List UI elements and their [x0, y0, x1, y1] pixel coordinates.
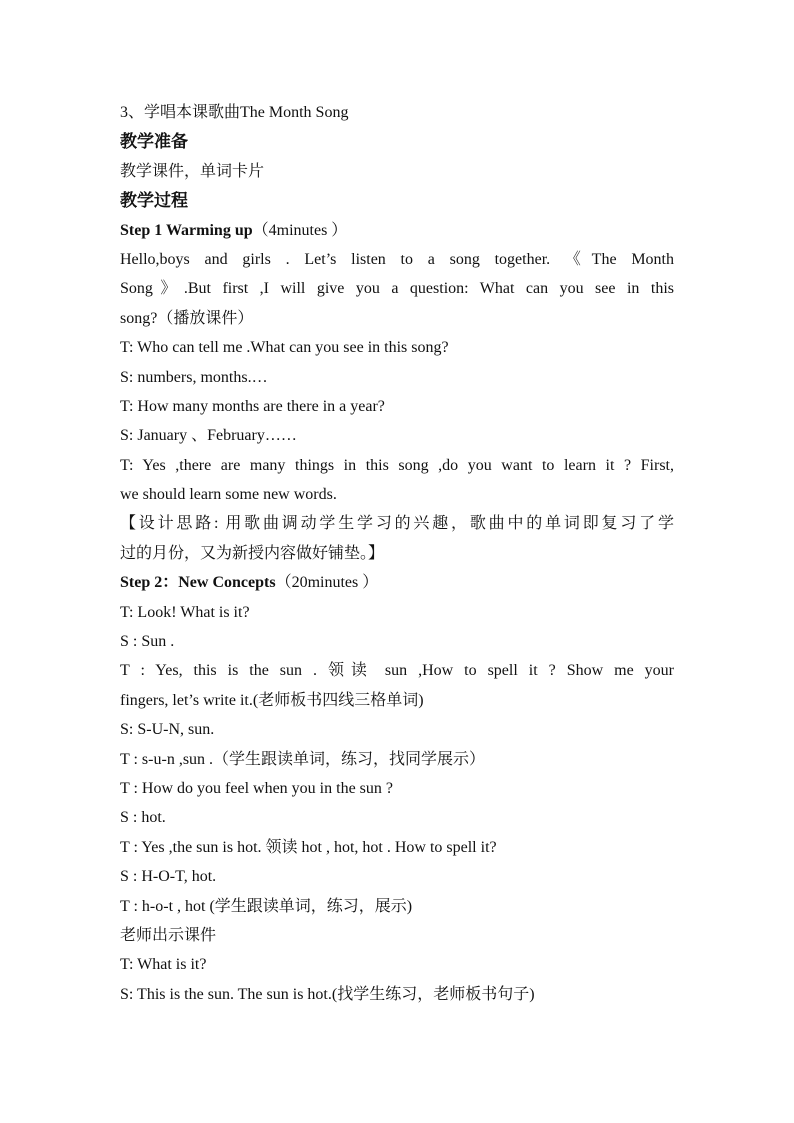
dialogue-line: T: Look! What is it? — [120, 603, 250, 621]
document-page — [120, 98, 674, 1009]
step-2-title — [120, 568, 674, 597]
dialogue-line: T : h-o-t , hot (学生跟读单词，练习，展示) — [120, 897, 413, 915]
teacher-action: 老师出示课件 — [120, 926, 217, 944]
paragraph-line: Hello,boys and girls . Let’s listen to a song together. 《The Month — [120, 250, 674, 268]
heading-teaching-preparation: 教学准备 — [120, 132, 188, 152]
dialogue-line: S : H-O-T, hot. — [120, 868, 217, 886]
dialogue-line: fingers, let’s write it.(老师板书四线三格单词) — [120, 691, 424, 709]
step-2-duration: （20minutes ） — [275, 574, 379, 592]
paragraph-line: Song》.But first ,I will give you a question: What can you see in this — [120, 280, 674, 298]
dialogue-line: S: numbers, months.… — [120, 368, 268, 386]
dialogue-line: S : hot. — [120, 809, 166, 827]
step-1-label: Step 1 Warming up — [120, 221, 253, 239]
design-note: 过的月份，又为新授内容做好铺垫。】 — [120, 544, 385, 562]
dialogue-line: T : Yes ,the sun is hot. 领读 hot , hot, hot . How to spell it? — [120, 838, 497, 856]
step-2-label: Step 2：New Concepts — [120, 574, 276, 592]
dialogue-line: S : Sun . — [120, 633, 175, 651]
heading-teaching-process: 教学过程 — [120, 191, 188, 211]
dialogue-line: S: S-U-N, sun. — [120, 721, 215, 739]
step-1-duration: （4minutes ） — [252, 221, 348, 239]
dialogue-line: T: How many months are there in a year? — [120, 397, 385, 415]
dialogue-line: T : How do you feel when you in the sun ? — [120, 779, 393, 797]
objective-3: 3、学唱本课歌曲The Month Song — [120, 104, 349, 121]
preparation-materials: 教学课件，单词卡片 — [120, 162, 265, 180]
dialogue-line: S: This is the sun. The sun is hot.(找学生练习，老师板书句子) — [120, 985, 535, 1003]
dialogue-line: T : Yes, this is the sun . 领读 sun ,How to spell it ? Show me your — [120, 662, 674, 680]
dialogue-line: T : s-u-n ,sun .（学生跟读单词，练习，找同学展示） — [120, 750, 486, 768]
dialogue-line: T: Yes ,there are many things in this song ,do you want to learn it ? First, — [120, 456, 674, 474]
design-note: 【设计思路: 用歌曲调动学生学习的兴趣，歌曲中的单词即复习了学 — [120, 515, 674, 533]
dialogue-line: T: Who can tell me .What can you see in this song? — [120, 339, 449, 357]
paragraph-line: song?（播放课件） — [120, 309, 254, 327]
step-1-title — [120, 216, 674, 245]
dialogue-line: S: January 、February…… — [120, 427, 297, 445]
dialogue-line: we should learn some new words. — [120, 486, 337, 504]
dialogue-line: T: What is it? — [120, 956, 207, 974]
